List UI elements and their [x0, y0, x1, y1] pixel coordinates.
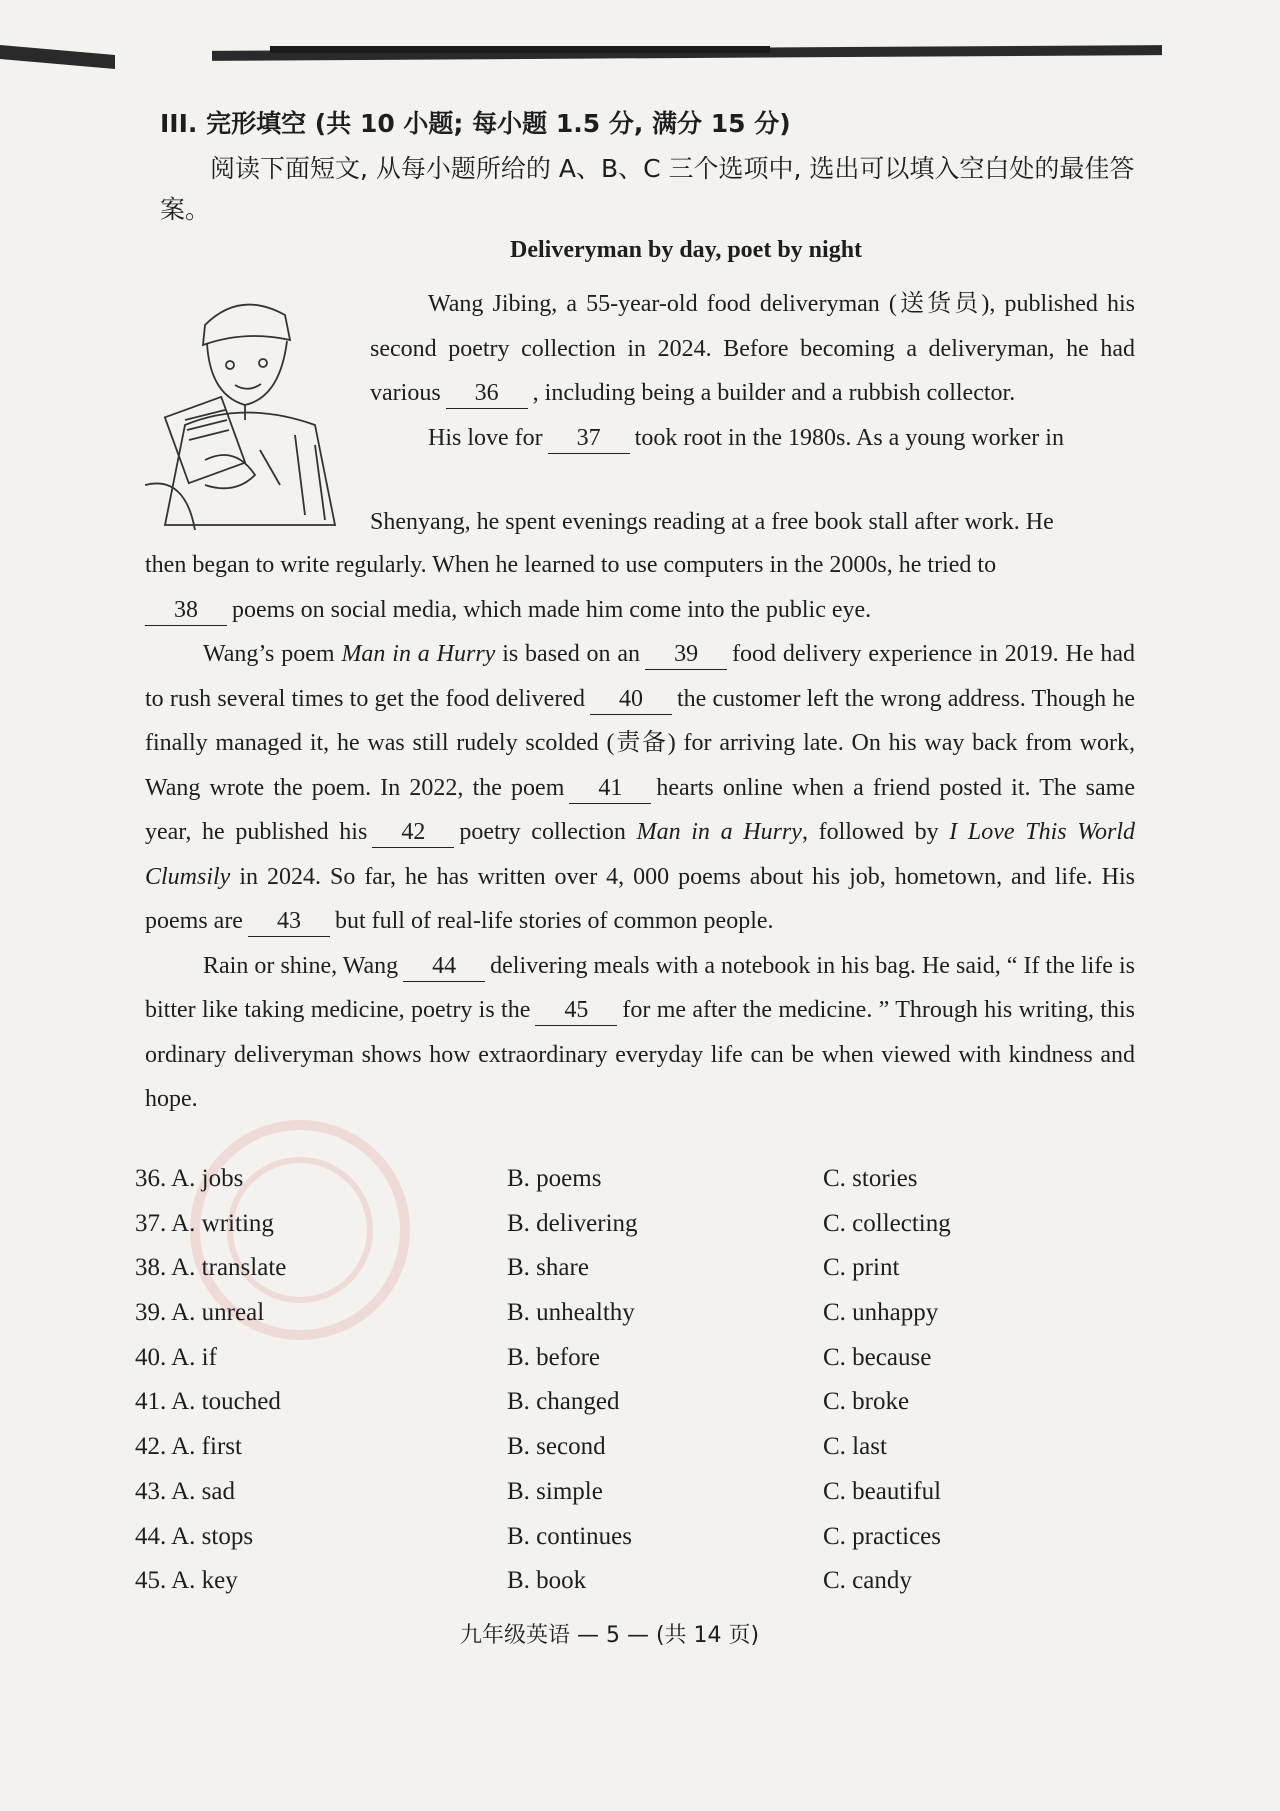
p4-text-2: delivering meals with a notebook in his bag. He said, “ If the life is bitter like taking medicine, poetry is the: [145, 952, 1135, 1023]
p4-text-3: for me after the medicine. ” Through his writing, this ordinary deliveryman shows how extraordinary everyday life can be when viewed with kindness and hope.: [145, 997, 1135, 1112]
option-row: [135, 1567, 1135, 1612]
blank-37[interactable]: 37: [548, 423, 630, 454]
option-c[interactable]: C. broke: [823, 1388, 910, 1416]
option-b[interactable]: B. continues: [507, 1522, 632, 1550]
option-c[interactable]: C. beautiful: [823, 1477, 942, 1505]
passage-continued: then began to write regularly. When he learned to use computers in the 2000s, he tried to 38 poems on social media, which made him come into the public eye. Wang’s poem Man in a Hurry is based on an 39 food delivery experience in 2019. He had to rush several times to get the food delivered 40 the customer left the wrong address. Though he finally managed it, he was still rudely scolded (责备) for arriving late. On his way back from work, Wang wrote the poem. In 2022, the poem 41 hearts online when a friend posted it. The same year, he published his 42 poetry collection Man in a Hurry, followed by I Love This World Clumsily in 2024. So far, he has written over 4, 000 poems about his job, hometown, and life. His poems are 43 but full of real-life stories of common people. Rain or shine, Wang 44 delivering meals with a notebook in his bag. He said, “ If the life is bitter like taking medicine, poetry is the 45 for me after the medicine. ” Through his writing, this ordinary deliveryman shows how extraordinary everyday life can be when viewed with kindness and hope.: [145, 552, 1136, 1112]
option-a[interactable]: 37. A. writing: [135, 1209, 274, 1237]
option-b[interactable]: B. second: [507, 1433, 606, 1461]
page-footer: 九年级英语 — 5 — (共 14 页): [460, 1623, 760, 1648]
option-c[interactable]: C. print: [823, 1254, 900, 1282]
p3-text-4: the customer left the wrong address. Though he finally managed it, he was still rudely scolded (责备) for arriving late. On his way back from work, Wang wrote the poem. In 2022, the poem: [145, 685, 1135, 801]
option-a[interactable]: 42. A. first: [135, 1433, 242, 1461]
option-c[interactable]: C. practices: [823, 1522, 942, 1550]
p2-text-3: poems on social media, which made him come into the public eye.: [232, 596, 872, 623]
option-a[interactable]: 38. A. translate: [135, 1254, 287, 1282]
blank-39[interactable]: 39: [645, 639, 727, 670]
option-b[interactable]: B. delivering: [507, 1209, 638, 1237]
option-c[interactable]: C. last: [823, 1433, 887, 1461]
blank-41[interactable]: 41: [569, 773, 651, 804]
p3-text-6: poetry collection: [459, 819, 626, 845]
option-row: [135, 1165, 1135, 1210]
passage-title: Deliveryman by day, poet by night: [510, 237, 863, 263]
p3-collection-title-2: I Love This World Clumsily: [145, 819, 1136, 890]
p3-poem-title: Man in a Hurry: [341, 641, 496, 667]
blank-38[interactable]: 38: [145, 595, 227, 626]
option-b[interactable]: B. poems: [507, 1165, 602, 1192]
p3-text-9: but full of real-life stories of common people.: [334, 908, 774, 934]
option-a[interactable]: 41. A. touched: [135, 1388, 281, 1416]
p1-text-1: Wang Jibing, a 55-year-old food deliveryman (送货员), published his second poetry collection in 2024. Before becoming a deliveryman, he had various: [370, 291, 1135, 406]
option-c[interactable]: C. candy: [823, 1567, 912, 1595]
option-row: [135, 1299, 1135, 1344]
option-a[interactable]: 39. A. unreal: [135, 1299, 265, 1327]
option-a[interactable]: 44. A. stops: [135, 1522, 254, 1550]
option-a[interactable]: 40. A. if: [135, 1343, 217, 1371]
option-a[interactable]: 45. A. key: [135, 1567, 238, 1595]
instructions: 阅读下面短文, 从每小题所给的 A、B、C 三个选项中, 选出可以填入空白处的最佳答案。: [160, 154, 1135, 224]
option-row: [135, 1254, 1135, 1299]
p4-text-1: Rain or shine, Wang: [203, 952, 399, 979]
option-c[interactable]: C. collecting: [823, 1209, 951, 1237]
option-b[interactable]: B. before: [507, 1343, 601, 1371]
blank-43[interactable]: 43: [248, 906, 330, 937]
blank-40[interactable]: 40: [590, 684, 672, 715]
p3-text-2: is based on an: [502, 641, 641, 667]
p3-text-7: , followed by: [801, 819, 939, 845]
passage-paragraph-1: [370, 282, 1135, 460]
option-c[interactable]: C. because: [823, 1343, 932, 1371]
deliveryman-illustration-icon: [145, 285, 345, 535]
scan-edge-mark: [0, 45, 115, 69]
p2-text-1: His love for: [428, 424, 543, 451]
p3-text-8: in 2024. So far, he has written over 4, 000 poems about his job, hometown, and life. His poems are: [145, 863, 1136, 934]
option-row: [135, 1478, 1135, 1523]
blank-45[interactable]: 45: [535, 995, 617, 1026]
option-b[interactable]: B. book: [507, 1567, 587, 1595]
option-a[interactable]: 43. A. sad: [135, 1477, 235, 1505]
option-b[interactable]: B. changed: [507, 1388, 620, 1416]
blank-36[interactable]: 36: [446, 378, 528, 409]
section-heading: III. 完形填空 (共 10 小题; 每小题 1.5 分, 满分 15 分): [160, 109, 791, 138]
option-c[interactable]: C. stories: [823, 1165, 918, 1192]
option-row: [135, 1388, 1135, 1433]
p3-text-1: Wang’s poem: [203, 641, 335, 667]
option-b[interactable]: B. simple: [507, 1477, 603, 1505]
option-row: [135, 1210, 1135, 1255]
option-row: [135, 1344, 1135, 1389]
p3-collection-title-1: Man in a Hurry: [636, 819, 802, 845]
answer-options: [135, 1165, 1135, 1612]
option-row: [135, 1523, 1135, 1568]
option-row: [135, 1433, 1135, 1478]
p3-text-5: hearts online when a friend posted it. The same year, he published his: [145, 774, 1135, 845]
p1-text-2: , including being a builder and a rubbish collector.: [532, 380, 1016, 406]
blank-42[interactable]: 42: [372, 817, 454, 848]
option-b[interactable]: B. unhealthy: [507, 1299, 635, 1327]
p3-text-3: food delivery experience in 2019. He had to rush several times to get the food delivered: [145, 641, 1136, 712]
page-top-rule-thick: [270, 46, 770, 53]
option-c[interactable]: C. unhappy: [823, 1299, 939, 1327]
option-a[interactable]: 36. A. jobs: [135, 1165, 244, 1192]
passage-body: Shenyang, he spent evenings reading at a free book stall after work. He: [370, 509, 1054, 535]
p2-text-2-start: took root in the 1980s. As a young worker in: [634, 424, 1064, 451]
blank-44[interactable]: 44: [403, 951, 485, 982]
option-b[interactable]: B. share: [507, 1254, 589, 1282]
